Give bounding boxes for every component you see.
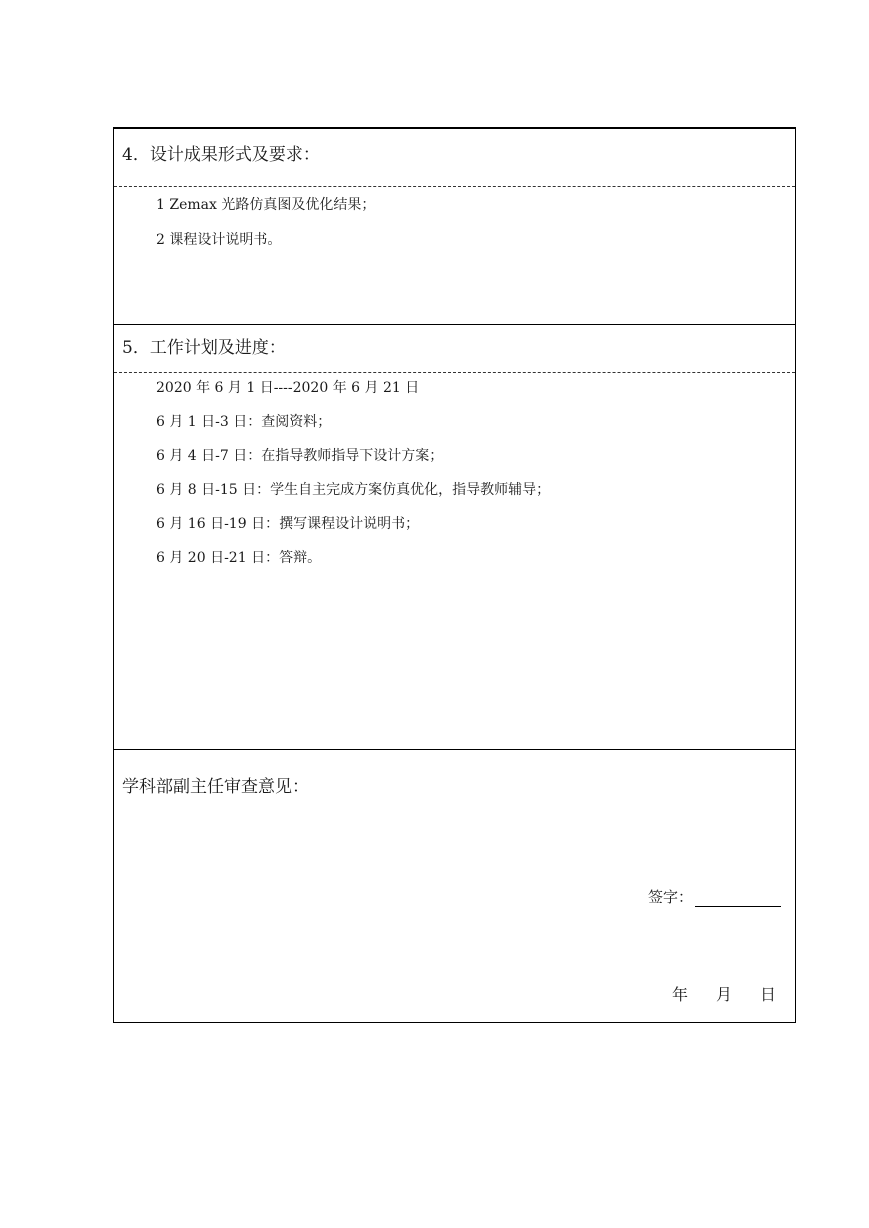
list-item: 6 月 20 日-21 日：答辩。 (156, 550, 322, 566)
section-work-plan-heading: 5．工作计划及进度： (114, 325, 795, 373)
signature-label: 签字： (647, 888, 693, 906)
signature-line[interactable] (695, 888, 781, 907)
work-plan-list (156, 376, 785, 580)
section-design-results (114, 129, 795, 325)
list-item: 2 课程设计说明书。 (156, 232, 282, 248)
signature-row (648, 886, 781, 907)
list-item: 6 月 16 日-19 日：撰写课程设计说明书； (156, 516, 420, 532)
date-day-label: 日 (759, 985, 776, 1004)
date-row (672, 982, 776, 1005)
section-design-results-heading: 4．设计成果形式及要求： (114, 129, 795, 187)
date-month-label: 月 (715, 985, 732, 1004)
task-form-table (113, 127, 796, 1023)
list-item: 1 Zemax 光路仿真图及优化结果； (156, 197, 376, 213)
list-item: 6 月 8 日-15 日：学生自主完成方案仿真优化，指导教师辅导； (156, 482, 551, 498)
design-results-list (156, 195, 785, 265)
review-title: 学科部副主任审查意见： (122, 777, 309, 797)
section-review (114, 750, 795, 1024)
list-item: 6 月 4 日-7 日：在指导教师指导下设计方案； (156, 448, 444, 464)
list-item: 6 月 1 日-3 日：查阅资料； (156, 414, 332, 430)
list-item: 2020 年 6 月 1 日----2020 年 6 月 21 日 (156, 380, 420, 396)
section-work-plan (114, 325, 795, 750)
date-year-label: 年 (671, 985, 688, 1004)
